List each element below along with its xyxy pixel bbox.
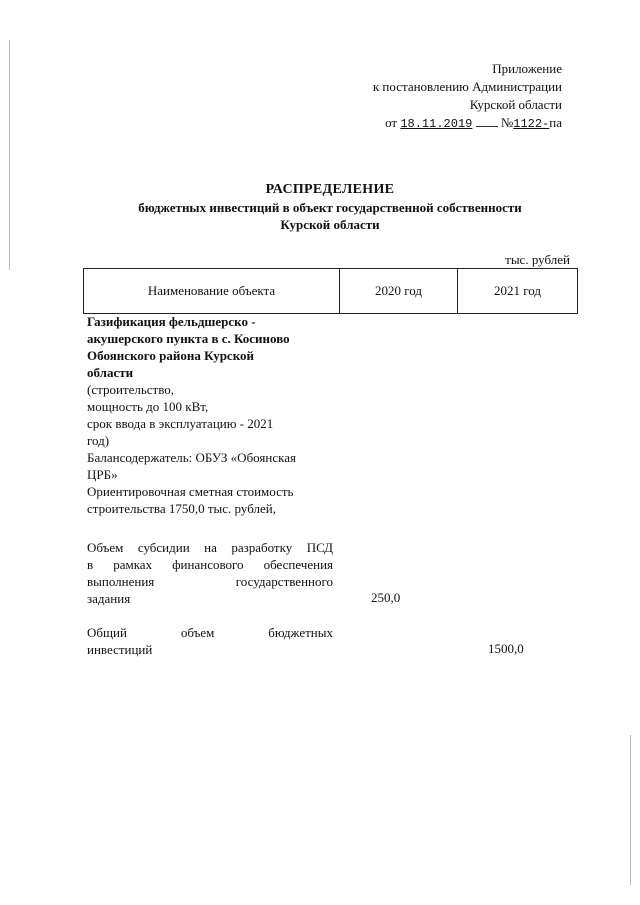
header-object-name: Наименование объекта (84, 269, 340, 314)
number-label: № (500, 115, 514, 130)
date-underline (476, 114, 498, 127)
object-title-line: Обоянского района Курской (87, 348, 255, 363)
object-detail-line: ЦРБ» (87, 467, 118, 482)
table-header-row (84, 269, 578, 314)
appendix-date-number-line (330, 114, 562, 133)
appendix-line-2: к постановлению Администрации (372, 79, 562, 94)
scan-edge-mark-left (9, 40, 10, 270)
scan-edge-mark-right (630, 735, 631, 885)
object-detail-line: Балансодержатель: ОБУЗ «Обоянская (87, 450, 297, 465)
investment-table (83, 268, 578, 314)
appendix-line-3: Курской области (469, 97, 562, 112)
subsidy-line: Объем субсидии на разработку ПСД (87, 540, 333, 555)
subsidy-value-2020: 250,0 (371, 590, 401, 605)
document-subtitle-line-1: бюджетных инвестиций в объект государственной собственности (138, 200, 522, 215)
decree-date: 18.11.2019 (400, 117, 473, 131)
units-label: тыс. рублей (505, 252, 570, 267)
object-title (87, 313, 337, 381)
subsidy-line: в рамках финансового обеспечения (87, 557, 333, 572)
subsidy-line: задания (87, 591, 131, 606)
object-detail-line: год) (87, 433, 110, 448)
document-title: РАСПРЕДЕЛЕНИЕ (265, 182, 395, 197)
appendix-line-1: Приложение (492, 61, 562, 76)
object-details (87, 381, 337, 517)
total-line: Общий объем бюджетных (87, 625, 333, 640)
from-label: от (385, 115, 398, 130)
decree-number-suffix: па (549, 115, 562, 130)
header-year-2020: 2020 год (340, 269, 458, 314)
subsidy-description (87, 539, 333, 607)
header-year-2021: 2021 год (458, 269, 578, 314)
object-title-line: Газификация фельдшерско - (87, 314, 256, 329)
object-detail-line: (строительство, (87, 382, 175, 397)
document-subtitle-line-2: Курской области (280, 217, 380, 232)
decree-number: 1122- (513, 117, 550, 131)
object-detail-line: Ориентировочная сметная стоимость (87, 484, 294, 499)
total-line: инвестиций (87, 642, 153, 657)
object-detail-line: строительства 1750,0 тыс. рублей, (87, 501, 276, 516)
subsidy-line: выполнения государственного (87, 574, 333, 589)
object-detail-line: срок ввода в эксплуатацию - 2021 (87, 416, 274, 431)
appendix-block (330, 60, 562, 133)
object-title-line: акушерского пункта в с. Косиново (87, 331, 290, 346)
total-description (87, 624, 333, 658)
object-title-line: области (87, 365, 134, 380)
document-heading (60, 181, 600, 233)
total-value-2021: 1500,0 (488, 641, 524, 656)
object-detail-line: мощность до 100 кВт, (87, 399, 209, 414)
